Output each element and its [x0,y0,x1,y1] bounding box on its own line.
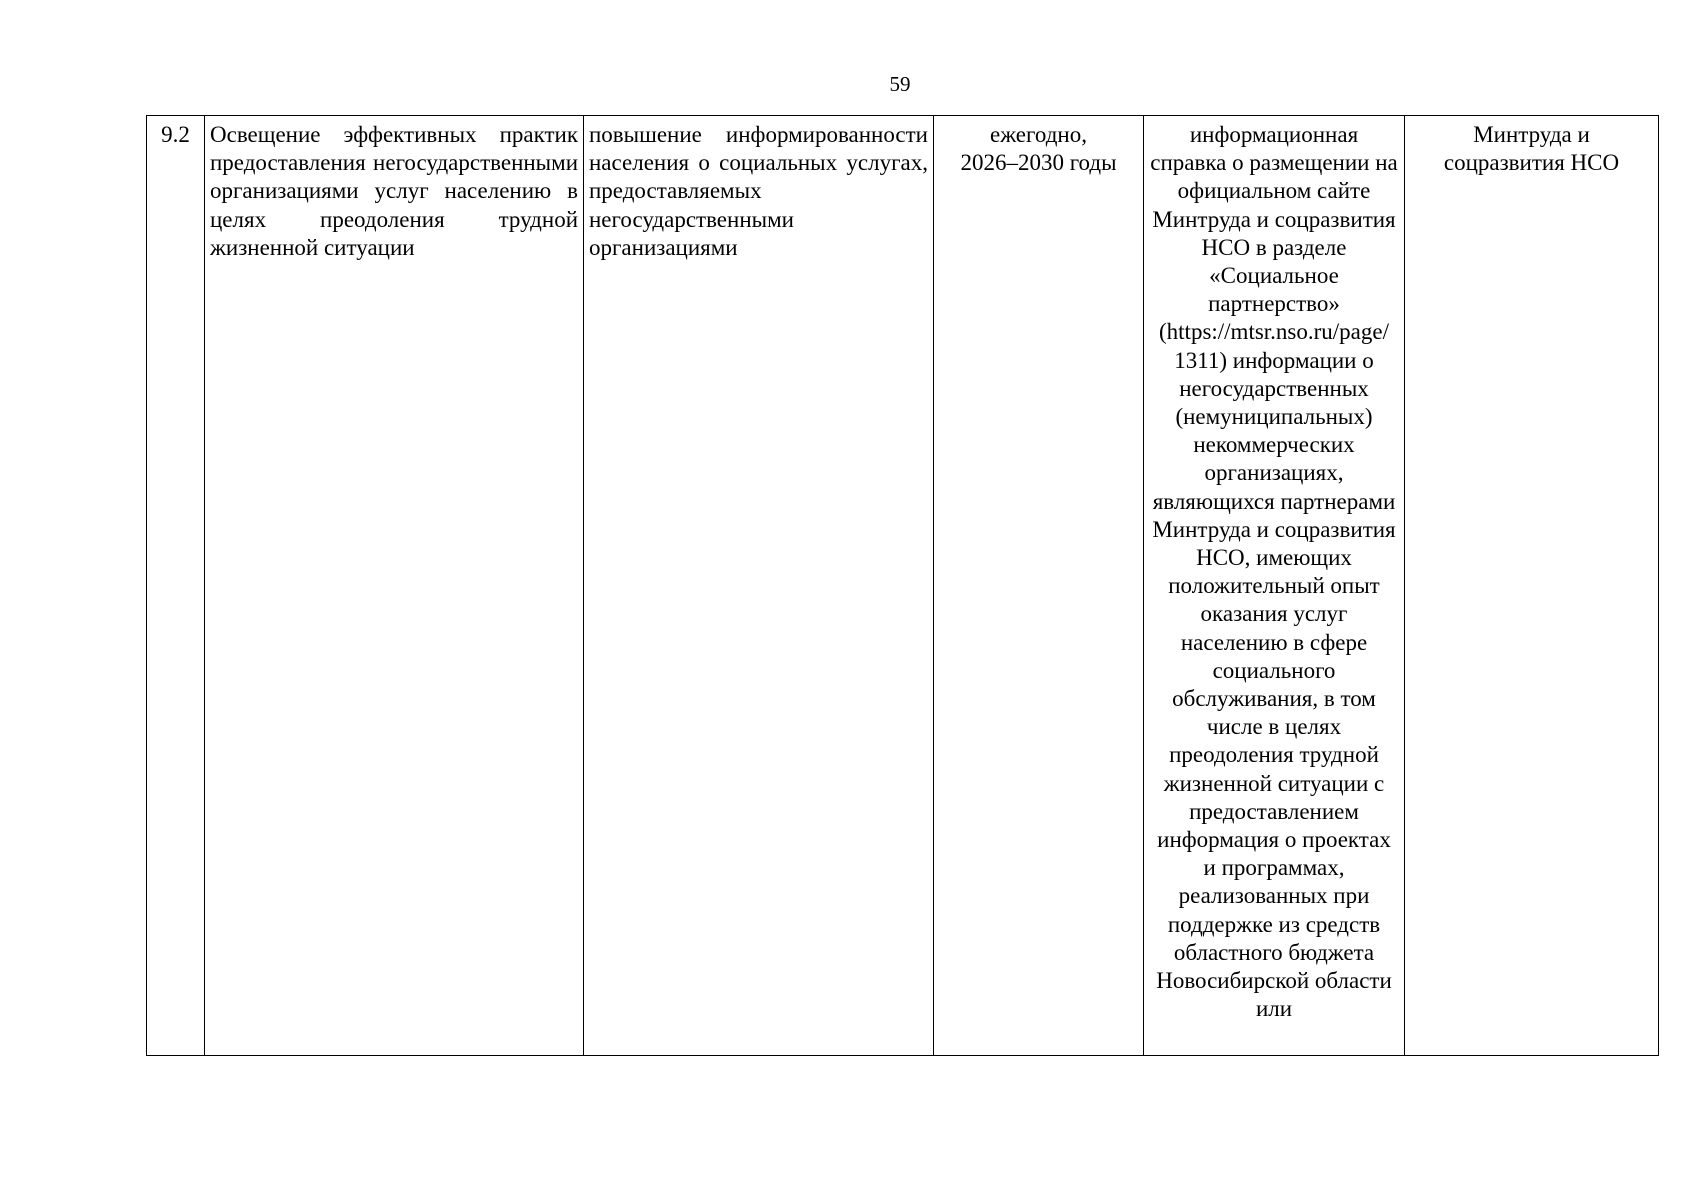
cell-measure-name: Освещение эффективных практик предоставления негосударственными организациями услуг населению в целях преодоления трудной жизненной ситуации [205,116,584,1056]
measures-table [146,115,1659,1056]
page-number: 59 [889,72,911,96]
cell-term [934,116,1144,1056]
cell-item-number: 9.2 [147,116,205,1056]
cell-executor: Минтруда и соцразвития НСО [1405,116,1659,1056]
table-row [147,116,1659,1056]
term-years: 2026–2030 годы [960,150,1117,176]
cell-result: информационная справка о размещении на официальном сайте Минтруда и соцразвития НСО в разделе «Социальное партнерство» (https://mtsr.nso.ru/page/ 1311) информации о негосударственных (немуниципальных) некоммерческих организациях, являющихся партнерами Минтруда и соцразвития НСО, имеющих положительный опыт оказания услуг населению в сфере социального обслуживания, в том числе в целях преодоления трудной жизненной ситуации с предоставлением информация о проектах и программах, реализованных при поддержке из средств областного бюджета Новосибирской области или [1144,116,1405,1056]
cell-measure-goal: повышение информированности населения о социальных услугах, предоставляемых негосударственными организациями [584,116,934,1056]
term-frequency: ежегодно, [990,122,1087,147]
